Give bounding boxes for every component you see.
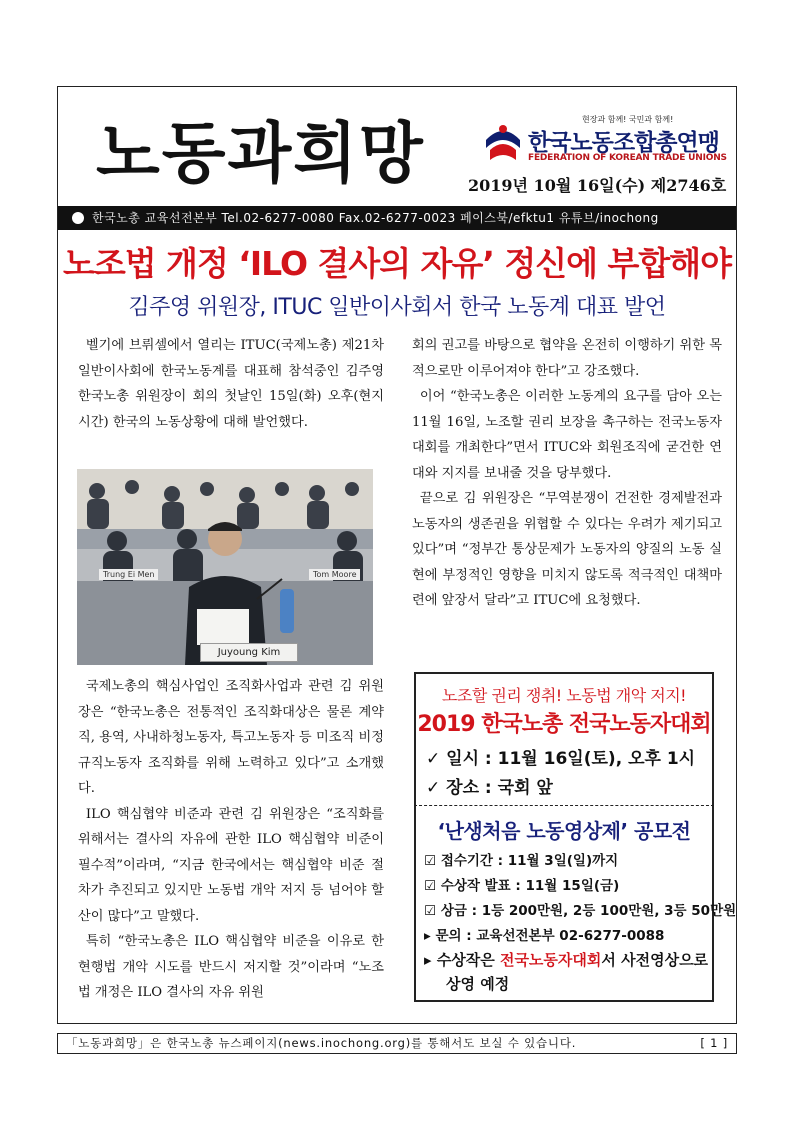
contest-item: ☑ 수상작 발표 : 11월 15일(금) [424, 878, 620, 894]
footer [57, 1033, 737, 1054]
checkbox-icon: ☑ [424, 878, 437, 894]
article-photo [77, 469, 373, 665]
photo-caption: Juyoung Kim [200, 643, 298, 662]
federation-name-en: FEDERATION OF KOREAN TRADE UNIONS [528, 153, 727, 163]
issue-date: 2019년 10월 16일(수) 제2746호 [468, 176, 727, 195]
event-place: ✓ 장소 : 국회 앞 [426, 778, 553, 798]
contact-bar [58, 206, 736, 230]
event-date: ✓ 일시 : 11월 16일(토), 오후 1시 [426, 749, 696, 769]
subheadline: 김주영 위원장, ITUC 일반이사회서 한국 노동계 대표 발언 [128, 295, 666, 320]
arrow-icon: ▸ [424, 928, 431, 944]
event-announcement-box [414, 672, 737, 1002]
article-column-right [412, 333, 722, 614]
article-paragraph: 특히 “한국노총은 ILO 핵심협약 비준을 이유로 한 현행법 개악 시도를 반드시 저지할 것”이라며 “노조법 개정은 ILO 결사의 자유 위원 [78, 934, 384, 1000]
contest-inquiry: ▸ 문의 : 교육선전본부 02-6277-0088 [424, 928, 665, 944]
nameplate: Trung Ei Men [99, 569, 158, 580]
contest-item: ☑ 상금 : 1등 200만원, 2등 100만원, 3등 50만원 [424, 903, 737, 919]
check-icon: ✓ [426, 778, 441, 798]
headline: 노조법 개정 ‘ILO 결사의 자유’ 정신에 부합해야 [62, 244, 732, 283]
nameplate: Tom Moore [309, 569, 360, 580]
checkbox-icon: ☑ [424, 853, 437, 869]
event-highlight: 전국노동자대회 [499, 951, 602, 969]
article-paragraph: 끝으로 김 위원장은 “무역분쟁이 건전한 경제발전과 노동자의 생존권을 위협할 수 있다는 우려가 제기되고 있다”며 “정부간 통상문제가 노동자의 양질의 노동 실현에 부정적인 영향을 미치지 않도록 적극적인 대책마련에 앞장서 달라”고 ITUC에 요청했다. [412, 491, 722, 608]
article-column-left-top [78, 333, 384, 435]
page-number: [ 1 ] [700, 1036, 728, 1050]
event-slogan: 노조할 권리 쟁취! 노동법 개악 저지! [441, 686, 687, 705]
footer-text: 「노동과희망」은 한국노총 뉴스페이지(news.inochong.org)를 통해서도 보실 수 있습니다. [66, 1036, 577, 1050]
article-paragraph: 회의 권고를 바탕으로 협약을 온전히 이행하기 위한 목적으로만 이루어져야 한다”고 강조했다. [412, 338, 722, 379]
conference-photo-icon [77, 469, 373, 665]
contest-title: ‘난생처음 노동영상제’ 공모전 [437, 819, 691, 843]
arrow-icon: ▸ [424, 951, 432, 969]
dashed-divider [414, 805, 714, 806]
article-column-left-bottom [78, 674, 384, 1006]
contest-winners-note: ▸ 수상작은 전국노동자대회서 사전영상으로 [424, 951, 709, 969]
checkbox-icon: ☑ [424, 903, 437, 919]
article-paragraph: ILO 핵심협약 비준과 관련 김 위원장은 “조직화를 위해서는 결사의 자유에 관한 ILO 핵심협약 비준이 필수적”이라며, “지금 한국에서는 핵심협약 비준 절차가 추진되고 있지만 노동법 개악 저지 등 넘어야 할 산이 많다”고 말했다. [78, 806, 384, 924]
check-icon: ✓ [426, 749, 441, 769]
event-title: 2019 한국노총 전국노동자대회 [417, 712, 711, 737]
article-paragraph: 국제노총의 핵심사업인 조직화사업과 관련 김 위원장은 “한국노총은 전통적인 조직화대상은 물론 계약직, 용역, 사내하청노동자, 특고노동자 등 미조직 비정규직노동자 조직화를 위해 노력하고 있다”고 소개했다. [78, 679, 384, 796]
fktu-emblem-icon [72, 212, 84, 224]
contact-text: 한국노총 교육선전본부 Tel.02-6277-0080 Fax.02-6277-0023 페이스북/efktu1 유튜브/inochong [92, 211, 659, 225]
federation-logo-icon [482, 120, 524, 164]
article-paragraph: 이어 “한국노총은 이러한 노동계의 요구를 담아 오는 11월 16일, 노조할 권리 보장을 촉구하는 전국노동자대회를 개최한다”면서 ITUC와 회원조직에 굳건한 연대와 지지를 보내줄 것을 당부했다. [412, 389, 722, 481]
newsletter-title: 노동과희망 [96, 114, 425, 192]
federation-name: 한국노동조합총연맹 [528, 130, 719, 156]
contest-item: ☑ 접수기간 : 11월 3일(일)까지 [424, 853, 619, 869]
article-paragraph: 벨기에 브뤼셀에서 열리는 ITUC(국제노총) 제21차 일반이사회에 한국노동계를 대표해 참석중인 김주영 한국노총 위원장이 회의 첫날인 15일(화) 오후(현지시간) 한국의 노동상황에 대해 발언했다. [78, 338, 384, 430]
contest-winners-note-cont: 상영 예정 [446, 975, 510, 993]
federation-slogan: 현장과 함께! 국민과 함께! [582, 115, 674, 124]
